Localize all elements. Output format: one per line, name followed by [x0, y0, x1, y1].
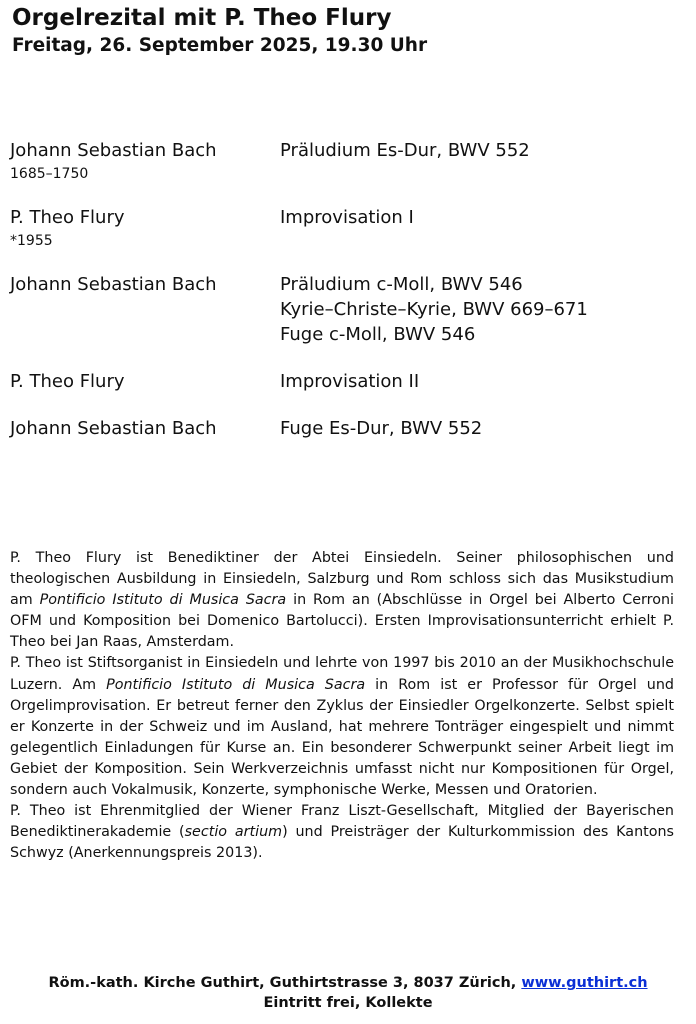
- bio-paragraph: [10, 548, 674, 653]
- program-row: [10, 272, 680, 347]
- program-row: [10, 138, 680, 183]
- works: [280, 272, 680, 347]
- program-list: [10, 138, 680, 463]
- program-row: [10, 369, 680, 394]
- composer-name: Johann Sebastian Bach: [10, 140, 217, 161]
- composer-name: Johann Sebastian Bach: [10, 274, 217, 295]
- composer-name: P. Theo Flury: [10, 371, 125, 392]
- institution-name: Pontificio Istituto di Musica Sacra: [39, 592, 287, 609]
- composer: [10, 416, 280, 441]
- composer: [10, 369, 280, 394]
- section-name: sectio artium: [184, 824, 283, 841]
- page-title: Orgelrezital mit P. Theo Flury: [12, 5, 392, 31]
- bio-text: P. Theo ist Stiftsorganist in Einsiedeln und lehrte von 1997 bis 2010 an der Musikhochschule Luzern. Am: [10, 655, 674, 693]
- work-title: Improvisation II: [280, 371, 420, 392]
- bio-text: in Rom ist er Professor für Orgel und Orgelimprovisation. Er betreut ferner den Zyklus der Einsiedler Orgelkonzerte. Selbst spielt er Konzerte in der Schweiz und im Ausland, hat mehrere Tonträger eingespielt und nimmt gelegentlich Einladungen für Kurse an. Ein besonderer Schwerpunkt seiner Arbeit liegt im Gebiet der Komposition. Sein Werkverzeichnis umfasst nicht nur Kompositionen für Orgel, sondern auch Vokalmusik, Konzerte, symphonische Werke, Messen und Oratorien.: [10, 676, 674, 799]
- bio-text: P. Theo Flury ist Benediktiner der Abtei Einsiedeln. Seiner philosophischen und theologischen Ausbildung in Einsiedeln, Salzburg und Rom schloss sich das Musikstudium am: [10, 550, 674, 609]
- event-date: Freitag, 26. September 2025, 19.30 Uhr: [12, 35, 428, 56]
- admission-note: Eintritt frei, Kollekte: [263, 995, 433, 1011]
- composer-name: Johann Sebastian Bach: [10, 418, 217, 439]
- bio-text: in Rom an (Abschlüsse in Orgel bei Alberto Cerroni OFM und Komposition bei Domenico Bartolucci). Ersten Improvisationsunterricht erhielt P. Theo bei Jan Raas, Amsterdam.: [10, 592, 674, 651]
- work-title: Fuge Es-Dur, BWV 552: [280, 418, 483, 439]
- work-title: Fuge c-Moll, BWV 546: [280, 324, 476, 345]
- biography: [10, 548, 674, 864]
- bio-text: ) und Preisträger der Kulturkommission des Kantons Schwyz (Anerkennungspreis 2013).: [10, 824, 674, 862]
- work-title: Präludium c-Moll, BWV 546: [280, 274, 523, 295]
- composer: [10, 272, 280, 347]
- website-link[interactable]: www.guthirt.ch: [521, 975, 648, 991]
- works: [280, 205, 680, 250]
- composer-name: P. Theo Flury: [10, 207, 125, 228]
- bio-paragraph: [10, 653, 674, 801]
- composer-years: 1685–1750: [10, 166, 89, 182]
- program-row: [10, 416, 680, 441]
- works: [280, 369, 680, 394]
- work-title: Improvisation I: [280, 207, 414, 228]
- work-title: Kyrie–Christe–Kyrie, BWV 669–671: [280, 299, 588, 320]
- composer: [10, 138, 280, 183]
- venue-address: Röm.-kath. Kirche Guthirt, Guthirtstrasse 3, 8037 Zürich,: [48, 975, 522, 991]
- works: [280, 138, 680, 183]
- composer: [10, 205, 280, 250]
- bio-paragraph: [10, 801, 674, 864]
- bio-text: P. Theo ist Ehrenmitglied der Wiener Franz Liszt-Gesellschaft, Mitglied der Bayerischen Benediktinerakademie (: [10, 803, 674, 841]
- footer: [0, 973, 696, 1013]
- institution-name: Pontificio Istituto di Musica Sacra: [106, 676, 366, 693]
- program-row: [10, 205, 680, 250]
- composer-years: *1955: [10, 233, 53, 249]
- header: [12, 4, 688, 58]
- venue-line: [0, 973, 696, 993]
- works: [280, 416, 680, 441]
- work-title: Präludium Es-Dur, BWV 552: [280, 140, 530, 161]
